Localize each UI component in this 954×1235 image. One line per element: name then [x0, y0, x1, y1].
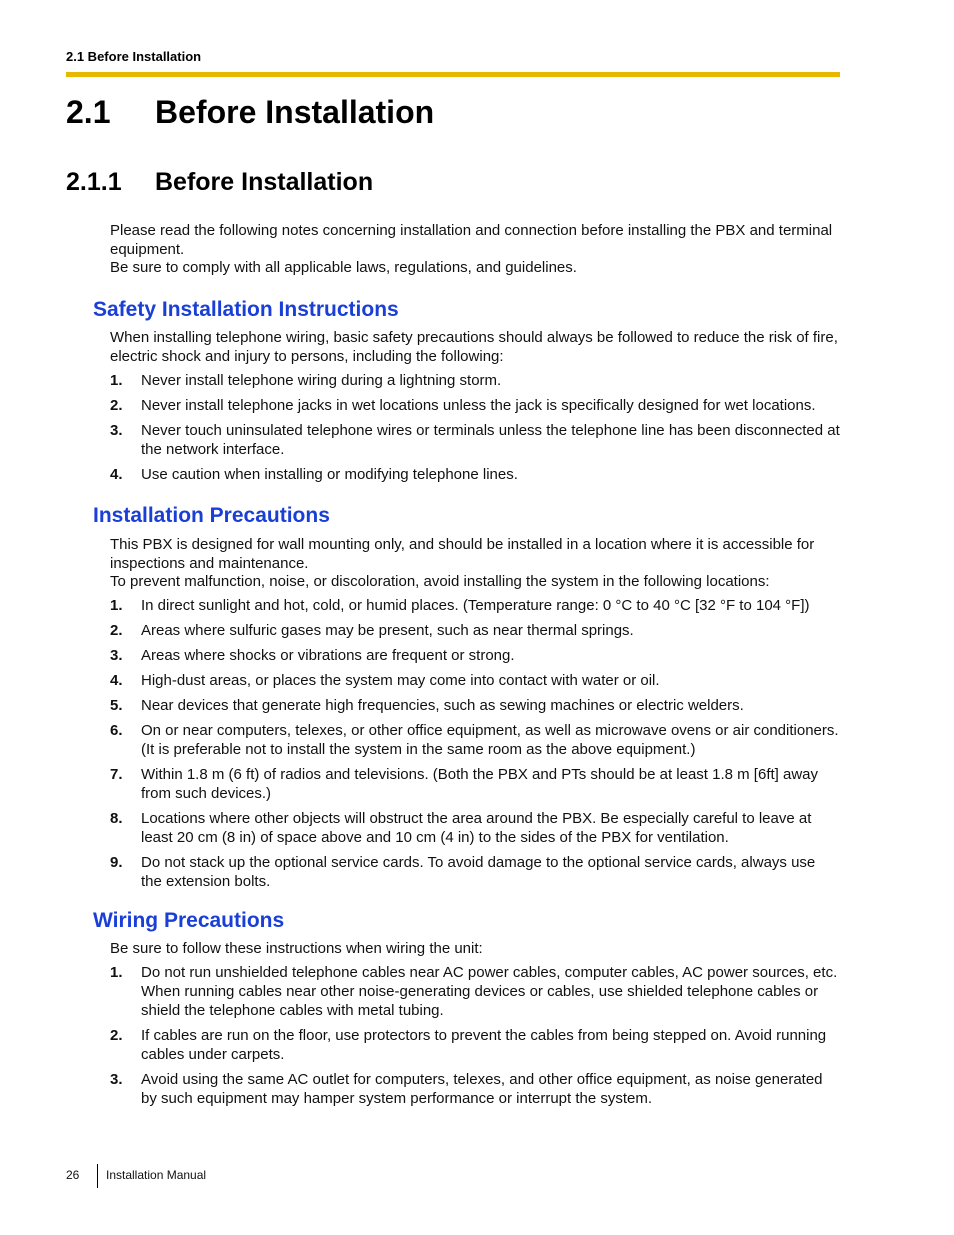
list-item: 6. On or near computers, telexes, or other office equipment, as well as microwave ovens or air conditioners. (It is preferable not to install the system in the same room as the above equipment.) [110, 722, 839, 758]
section-heading [66, 168, 373, 197]
list-item: 1. In direct sunlight and hot, cold, or humid places. (Temperature range: 0 °C to 40 °C [32 °F to 104 °F]) [110, 597, 810, 614]
page-number: 26 [66, 1168, 80, 1182]
wiring-list [110, 963, 840, 1114]
installation-list [110, 596, 840, 897]
list-item: 3. Areas where shocks or vibrations are frequent or strong. [110, 647, 515, 664]
list-item: 3. Never touch uninsulated telephone wires or terminals unless the telephone line has been disconnected at the network interface. [110, 422, 840, 458]
chapter-heading [66, 94, 434, 131]
list-item: 9. Do not stack up the optional service cards. To avoid damage to the optional service cards, always use the extension bolts. [110, 854, 816, 890]
chapter-number: 2.1 [66, 94, 111, 130]
header-rule [66, 72, 840, 77]
section-title: Before Installation [155, 168, 374, 196]
footer-manual-title: Installation Manual [106, 1168, 207, 1182]
list-item: 1. Never install telephone wiring during a lightning storm. [110, 372, 502, 389]
list-item: 4. High-dust areas, or places the system may come into contact with water or oil. [110, 672, 660, 689]
installation-intro-2: To prevent malfunction, noise, or discoloration, avoid installing the system in the following locations: [110, 573, 770, 590]
chapter-title: Before Installation [155, 94, 435, 130]
list-item: 3. Avoid using the same AC outlet for computers, telexes, and other office equipment, as noise generated by such equipment may hamper system performance or interrupt the system. [110, 1071, 823, 1107]
intro-paragraph-1: Please read the following notes concerning installation and connection before installing the PBX and terminal equipment. [110, 222, 833, 258]
list-item: 2. If cables are run on the floor, use protectors to prevent the cables from being stepped on. Avoid running cables under carpets. [110, 1027, 827, 1063]
list-item: 8. Locations where other objects will obstruct the area around the PBX. Be especially careful to leave at least 20 cm (8 in) of space above and 10 cm (4 in) to the sides of the PBX for ventilation. [110, 810, 812, 846]
safety-intro: When installing telephone wiring, basic safety precautions should always be followed to reduce the risk of fire, electric shock and injury to persons, including the following: [110, 329, 838, 365]
safety-heading: Safety Installation Instructions [93, 298, 399, 321]
wiring-heading: Wiring Precautions [93, 909, 285, 932]
list-item: 7. Within 1.8 m (6 ft) of radios and televisions. (Both the PBX and PTs should be at least 1.8 m [6ft] away from such devices.) [110, 766, 819, 802]
wiring-intro: Be sure to follow these instructions when wiring the unit: [110, 940, 483, 957]
intro-paragraph-2: Be sure to comply with all applicable laws, regulations, and guidelines. [110, 259, 577, 276]
footer-divider [97, 1164, 98, 1188]
list-item: 5. Near devices that generate high frequencies, such as sewing machines or electric welders. [110, 697, 744, 714]
running-header: 2.1 Before Installation [66, 49, 202, 64]
list-item: 4. Use caution when installing or modifying telephone lines. [110, 466, 518, 483]
safety-list [110, 371, 840, 490]
list-item: 1. Do not run unshielded telephone cables near AC power cables, computer cables, AC power sources, etc. When running cables near other noise-generating devices or cables, use shielded telephone cables or shield the telephone cables with metal tubing. [110, 964, 838, 1019]
list-item: 2. Never install telephone jacks in wet locations unless the jack is specifically designed for wet locations. [110, 397, 816, 414]
list-item: 2. Areas where sulfuric gases may be present, such as near thermal springs. [110, 622, 634, 639]
installation-intro-1: This PBX is designed for wall mounting only, and should be installed in a location where it is accessible for inspections and maintenance. [110, 536, 815, 572]
installation-heading: Installation Precautions [93, 504, 330, 527]
section-number: 2.1.1 [66, 168, 122, 196]
